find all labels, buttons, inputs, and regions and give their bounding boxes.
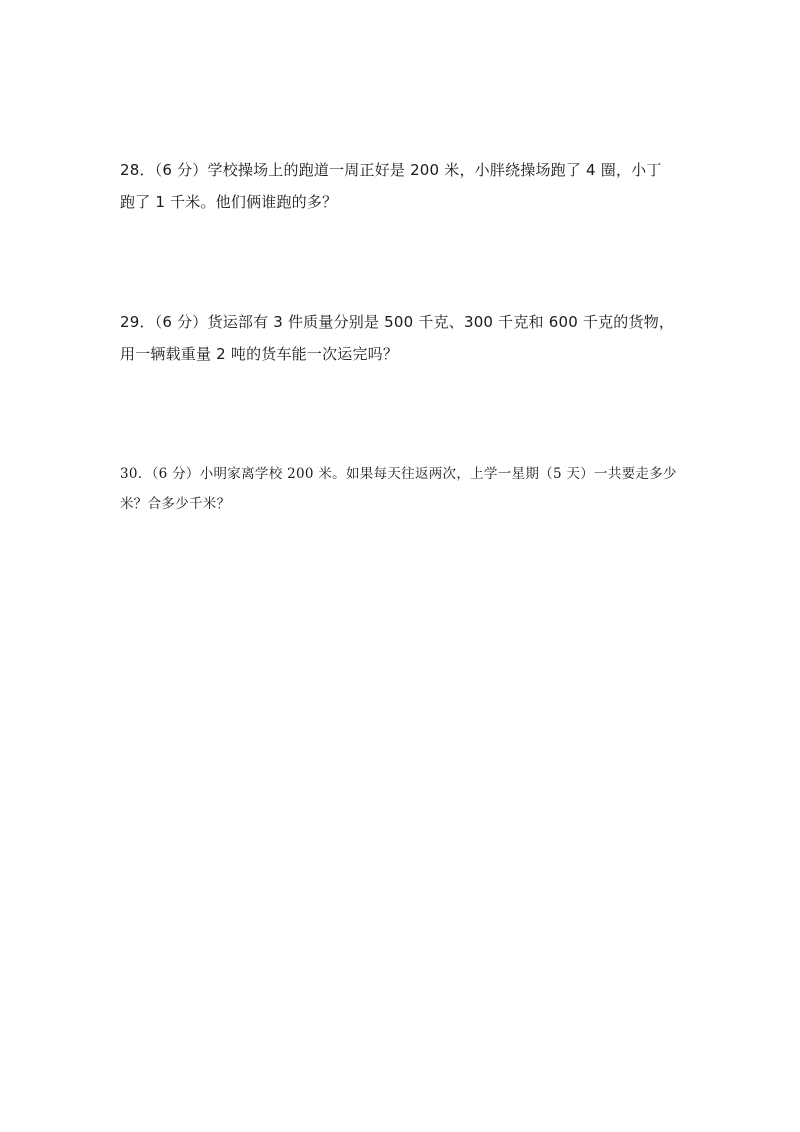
question-28-line-1: 28．（6 分）学校操场上的跑道一周正好是 200 米，小胖绕操场跑了 4 圈，小丁 <box>120 161 662 179</box>
question-30 <box>120 459 692 519</box>
question-29-line-2: 用一辆载重量 2 吨的货车能一次运完吗？ <box>120 345 399 363</box>
question-28-line-2: 跑了 1 千米。他们俩谁跑的多？ <box>120 193 338 211</box>
question-30-line-2: 米？合多少千米？ <box>120 496 231 512</box>
question-28 <box>120 154 692 218</box>
question-29-line-1: 29．（6 分）货运部有 3 件质量分别是 500 千克、300 千克和 600 千克的货物， <box>120 313 675 331</box>
question-30-line-1: 30．（6 分）小明家离学校 200 米。如果每天往返两次，上学一星期（5 天）一共要走多少 <box>120 466 677 482</box>
question-29 <box>120 306 692 370</box>
